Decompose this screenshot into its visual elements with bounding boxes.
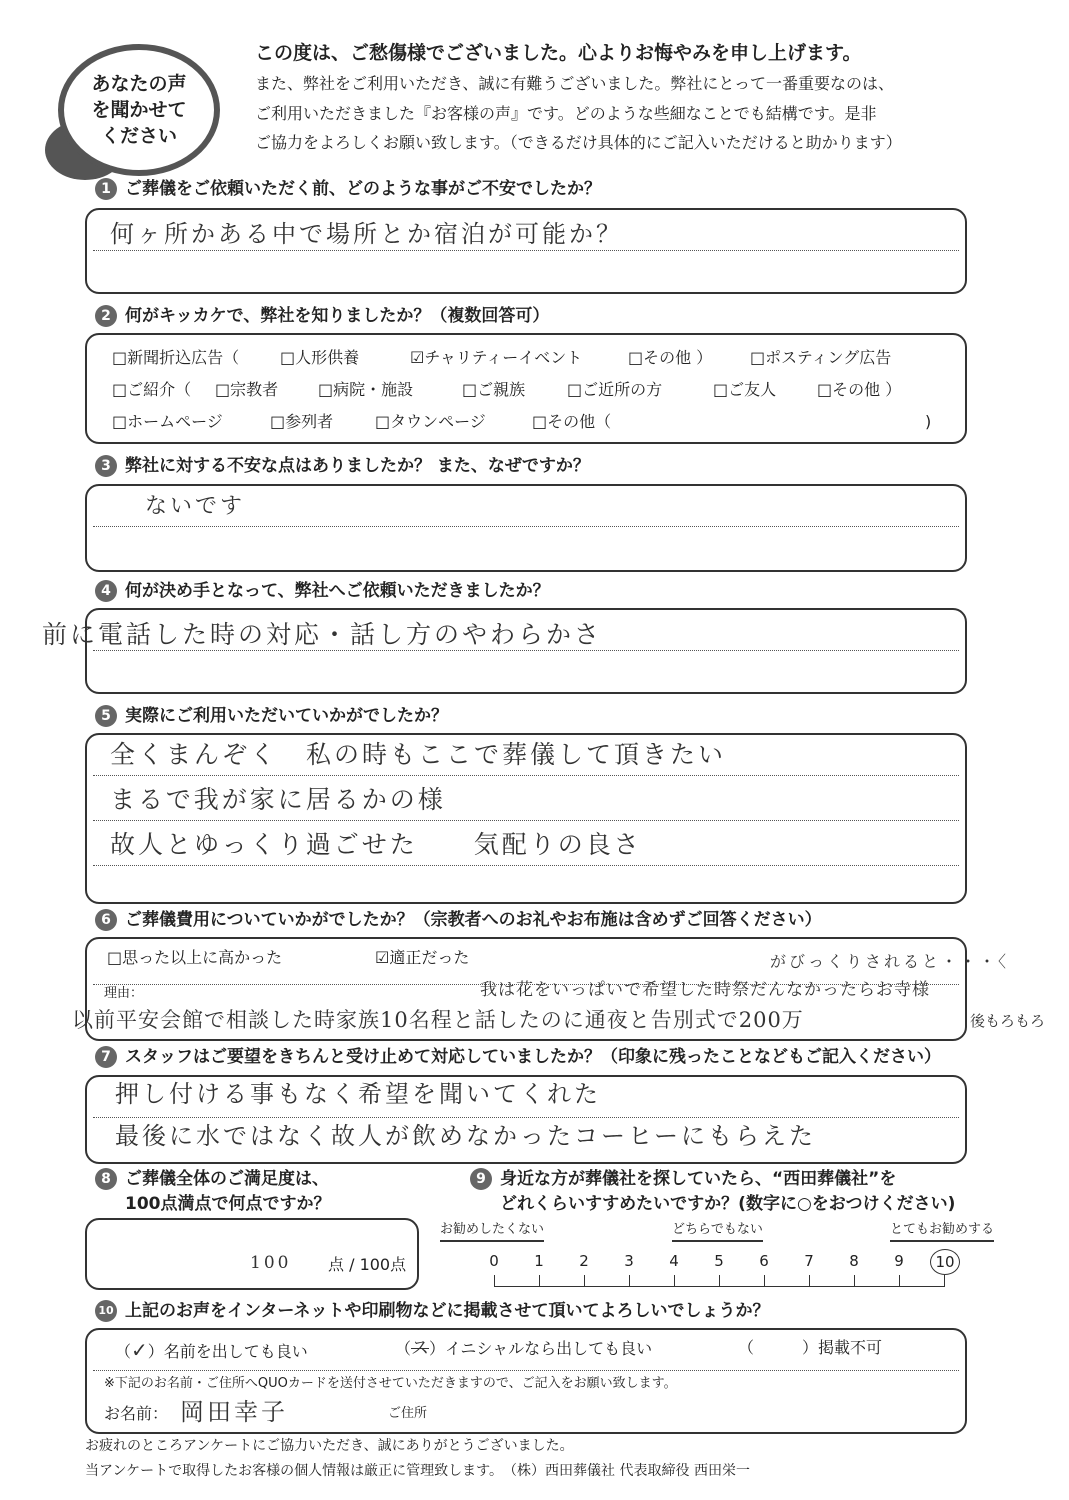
q10-option-initials-label: イニシャルなら出しても良い xyxy=(445,1339,653,1358)
q6-answer-tail: 後もろもろ xyxy=(970,1012,1046,1030)
checkbox-doll-memorial[interactable]: □人形供養 xyxy=(280,348,360,367)
footer-privacy: 当アンケートで取得したお客様の個人情報は厳正に管理致します。 （株）西田葬儀社 代表取締役 西田栄一 xyxy=(85,1463,750,1479)
checkbox-other-2[interactable]: □その他 ） xyxy=(817,380,902,399)
scale-tick xyxy=(719,1275,720,1287)
struck-mark: ス xyxy=(411,1338,430,1359)
q3-title-text: 弊社に対する不安な点はありましたか？ また、なぜですか？ xyxy=(125,455,590,476)
intro-line: ご協力をよろしくお願い致します。（できるだけ具体的にご記入いただけると助かります） xyxy=(255,133,902,152)
scale-tick xyxy=(629,1275,630,1287)
checkbox-relatives[interactable]: □ご親族 xyxy=(462,380,526,399)
q3-number-icon: 3 xyxy=(95,455,117,477)
checkbox-townpage[interactable]: □タウンページ xyxy=(375,412,486,431)
q6-answer-top: がびっくりされると・・・〈 xyxy=(770,952,1010,971)
scale-tick xyxy=(944,1275,945,1287)
q10-option-initials[interactable]: （ス）イニシャルなら出しても良い xyxy=(395,1338,653,1359)
q10-option-name[interactable]: （✓）名前を出しても良い xyxy=(115,1338,308,1362)
q5-title xyxy=(95,705,448,727)
name-label: お名前： xyxy=(104,1404,169,1423)
q6-number-icon: 6 xyxy=(95,909,117,931)
q8-score-unit: 点 / 100点 xyxy=(328,1255,407,1274)
q10-note: ※下記のお名前・ご住所へQUOカードを送付させていただきますので、ご記入をお願い致します。 xyxy=(104,1376,677,1391)
q7-answer-line: 押し付ける事もなく希望を聞いてくれた xyxy=(115,1080,601,1108)
q8-title-text-2: 100点満点で何点ですか？ xyxy=(125,1194,331,1214)
q6-answer-main: 以前平安会館で相談した時家族10名程と話したのに通夜と告別式で200万 xyxy=(72,1008,804,1032)
q8-title-text: ご葬儀全体のご満足度は、 xyxy=(125,1168,329,1189)
q10-number-icon: 10 xyxy=(95,1300,117,1322)
q5-title-text: 実際にご利用いただいていかがでしたか？ xyxy=(125,705,448,726)
checkbox-referral[interactable]: □ご紹介（ xyxy=(112,380,192,399)
q5-number-icon: 5 xyxy=(95,705,117,727)
intro-heading: この度は、ご愁傷様でございました。心よりお悔やみを申し上げます。 xyxy=(255,42,862,64)
q9-title-text-2: どれくらいすすめたいですか？(数字に○をおつけください) xyxy=(500,1194,956,1214)
scale-number[interactable]: 5 xyxy=(714,1252,724,1270)
scale-number[interactable]: 3 xyxy=(624,1252,634,1270)
scale-tick xyxy=(899,1275,900,1287)
checkbox-neighbors[interactable]: □ご近所の方 xyxy=(567,380,663,399)
bubble-text: あなたの声を聞かせてください xyxy=(91,73,187,147)
q2-title-text: 何がキッカケで、弊社を知りましたか？（複数回答可） xyxy=(125,305,550,326)
q5-answer-line: 全くまんぞく 私の時もここで葬儀して頂きたい xyxy=(110,740,727,769)
scale-tick xyxy=(674,1275,675,1287)
q7-answer-line: 最後に水ではなく故人が飲めなかったコーヒーにもらえた xyxy=(115,1122,817,1150)
q8-score-value: 100 xyxy=(250,1253,292,1273)
reason-label: 理由： xyxy=(104,986,144,1001)
q10-title xyxy=(95,1300,769,1322)
q2-title xyxy=(95,305,549,327)
q8-title xyxy=(95,1168,329,1190)
q4-answer: 前に電話した時の対応・話し方のやわらかさ xyxy=(42,620,603,649)
scale-number[interactable]: 0 xyxy=(489,1252,499,1270)
q2-number-icon: 2 xyxy=(95,305,117,327)
q10-title-text: 上記のお声をインターネットや印刷物などに掲載させて頂いてよろしいでしょうか？ xyxy=(125,1300,770,1321)
checkbox-posting-ad[interactable]: □ポスティング広告 xyxy=(750,348,892,367)
checkbox-homepage[interactable]: □ホームページ xyxy=(112,412,223,431)
checkbox-other-3[interactable]: □その他（ xyxy=(532,412,612,431)
q1-answer: 何ヶ所かある中で場所とか宿泊が可能か？ xyxy=(110,220,623,248)
q7-title xyxy=(95,1046,941,1068)
scale-number[interactable]: 6 xyxy=(759,1252,769,1270)
scale-tick xyxy=(539,1275,540,1287)
checkbox-too-expensive[interactable]: □思った以上に高かった xyxy=(107,948,283,967)
scale-tick xyxy=(809,1275,810,1287)
scale-label-high: とてもお勧めする xyxy=(890,1222,994,1242)
q5-answer-line: 故人とゆっくり過ごせた 気配りの良さ xyxy=(110,830,642,859)
q6-answer-mid: 我は花をいっぱいで希望した時祭だんなかったらお寺様 xyxy=(480,980,930,1000)
scale-number[interactable]: 1 xyxy=(534,1252,544,1270)
speech-bubble xyxy=(58,44,220,176)
check-mark-icon: ✓ xyxy=(131,1338,148,1362)
checkbox-other-1[interactable]: □その他 ） xyxy=(628,348,713,367)
q1-number-icon: 1 xyxy=(95,178,117,200)
scale-number[interactable]: 9 xyxy=(894,1252,904,1270)
q9-title xyxy=(470,1168,896,1190)
q3-answer: ないです xyxy=(145,494,246,519)
q7-title-text: スタッフはご要望をきちんと受け止めて対応していましたか？（印象に残ったことなどもご記入ください） xyxy=(125,1046,941,1067)
q9-number-icon: 9 xyxy=(470,1168,492,1190)
scale-number[interactable]: 10 xyxy=(930,1249,960,1275)
checkbox-reasonable[interactable]: ☑適正だった xyxy=(375,948,470,967)
scale-number[interactable]: 7 xyxy=(804,1252,814,1270)
q6-title-text: ご葬儀費用についていかがでしたか？（宗教者へのお礼やお布施は含めずご回答ください） xyxy=(125,909,822,930)
q4-number-icon: 4 xyxy=(95,580,117,602)
address-label: ご住所 xyxy=(388,1406,428,1421)
scale-tick xyxy=(584,1275,585,1287)
q1-title-text: ご葬儀をご依頼いただく前、どのような事がご不安でしたか？ xyxy=(125,178,601,199)
scale-label-low: お勧めしたくない xyxy=(440,1222,544,1242)
address-redaction xyxy=(440,1418,740,1428)
q10-option-no-publish-label: 掲載不可 xyxy=(818,1338,883,1357)
scale-label-mid: どちらでもない xyxy=(672,1222,763,1242)
q7-number-icon: 7 xyxy=(95,1046,117,1068)
q1-title xyxy=(95,178,601,200)
scale-tick xyxy=(494,1275,495,1287)
scale-number[interactable]: 8 xyxy=(849,1252,859,1270)
q10-option-name-label: 名前を出しても良い xyxy=(163,1342,308,1361)
q4-title xyxy=(95,580,550,602)
scale-number[interactable]: 4 xyxy=(669,1252,679,1270)
q8-number-icon: 8 xyxy=(95,1168,117,1190)
checkbox-charity-event[interactable]: ☑チャリティーイベント xyxy=(410,348,583,367)
q3-title xyxy=(95,455,590,477)
q5-answer-line: まるで我が家に居るかの様 xyxy=(110,785,446,814)
q6-title xyxy=(95,909,822,931)
scale-tick xyxy=(854,1275,855,1287)
intro-line: また、弊社をご利用いただき、誠に有難うございました。弊社にとって一番重要なのは、 xyxy=(255,74,895,93)
checkbox-religious[interactable]: □宗教者 xyxy=(215,380,279,399)
q10-option-no-publish[interactable]: （ ）掲載不可 xyxy=(738,1338,883,1357)
checkbox-newspaper[interactable]: □新聞折込広告（ xyxy=(112,348,240,367)
q9-title-text: 身近な方が葬儀社を探していたら、“西田葬儀社”を xyxy=(500,1168,897,1189)
checkbox-attendee[interactable]: □参列者 xyxy=(270,412,334,431)
name-value[interactable]: 岡田幸子 xyxy=(180,1398,288,1426)
scale-number[interactable]: 2 xyxy=(579,1252,589,1270)
checkbox-hospital[interactable]: □病院・施設 xyxy=(318,380,414,399)
paren-close: ) xyxy=(925,412,932,431)
q4-title-text: 何が決め手となって、弊社へご依頼いただきましたか？ xyxy=(125,580,550,601)
footer-thanks: お疲れのところアンケートにご協力いただき、誠にありがとうございました。 xyxy=(85,1438,574,1454)
intro-line: ご利用いただきました『お客様の声』です。どのような些細なことでも結構です。是非 xyxy=(255,104,877,123)
checkbox-friends[interactable]: □ご友人 xyxy=(713,380,777,399)
scale-tick xyxy=(764,1275,765,1287)
